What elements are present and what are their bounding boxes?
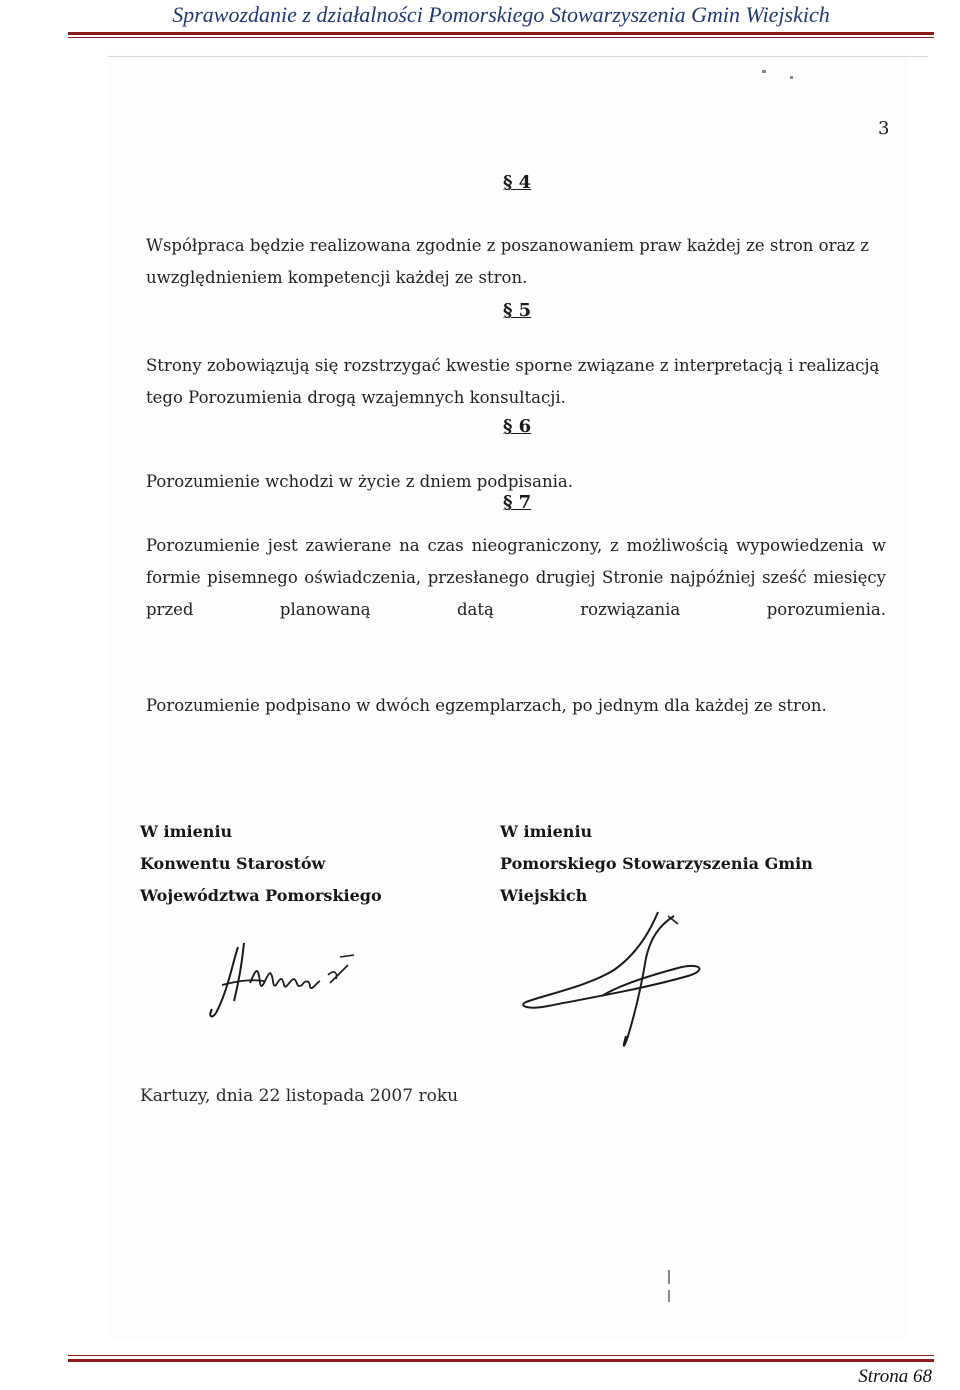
section-6-heading: § 6 [503, 416, 532, 437]
handwritten-signature-left [198, 935, 368, 1025]
running-header: Sprawozdanie z działalności Pomorskiego Stowarzyszenia Gmin Wiejskich [172, 2, 830, 27]
section-4-text: Współpraca będzie realizowana zgodnie z poszanowaniem praw każdej ze stron oraz z uwzględnieniem kompetencji każdej ze stron. [146, 236, 869, 287]
footer-page-label: Strona 68 [858, 1366, 932, 1387]
footer-rule [68, 1359, 934, 1362]
header-rule-thin [68, 37, 934, 38]
section-6-text: Porozumienie wchodzi w życie z dniem podpisania. [146, 472, 573, 491]
signatory-right-line: Pomorskiego Stowarzyszenia Gmin [500, 854, 813, 873]
scan-page-number: 3 [878, 118, 890, 139]
section-7-heading: § 7 [503, 492, 532, 513]
scan-speck [668, 1270, 670, 1284]
signatory-left [140, 816, 382, 912]
scan-speck [668, 1290, 670, 1302]
closing-text: Porozumienie podpisano w dwóch egzemplarzach, po jednym dla każdej ze stron. [146, 696, 827, 715]
signatory-right [500, 816, 813, 912]
scan-speck [762, 70, 766, 73]
signatory-right-line: W imieniu [500, 822, 593, 841]
section-4-heading: § 4 [503, 172, 532, 193]
signatory-left-line: W imieniu [140, 822, 233, 841]
section-7-body: Porozumienie jest zawierane na czas nieograniczony, z możliwością wypowiedzenia w formie pisemnego oświadczenia, przesłanego drugiej Stronie najpóźniej sześć miesięcy przed planowaną datą rozwiązania porozumienia. [146, 536, 886, 619]
section-5-heading: § 5 [503, 300, 532, 321]
scan-speck [790, 76, 793, 79]
scan-edge [108, 56, 928, 57]
header-rule [68, 32, 934, 35]
signatory-left-line: Konwentu Starostów [140, 854, 326, 873]
handwritten-signature-right [518, 906, 718, 1056]
section-5-text: Strony zobowiązują się rozstrzygać kwestie sporne związane z interpretacją i realizacją tego Porozumienia drogą wzajemnych konsultacji. [146, 356, 880, 407]
signatory-left-line: Województwa Pomorskiego [140, 886, 382, 905]
footer-rule-thin [68, 1355, 934, 1356]
signatory-right-line: Wiejskich [500, 886, 588, 905]
section-7-text [146, 530, 886, 626]
place-and-date: Kartuzy, dnia 22 listopada 2007 roku [140, 1086, 459, 1106]
